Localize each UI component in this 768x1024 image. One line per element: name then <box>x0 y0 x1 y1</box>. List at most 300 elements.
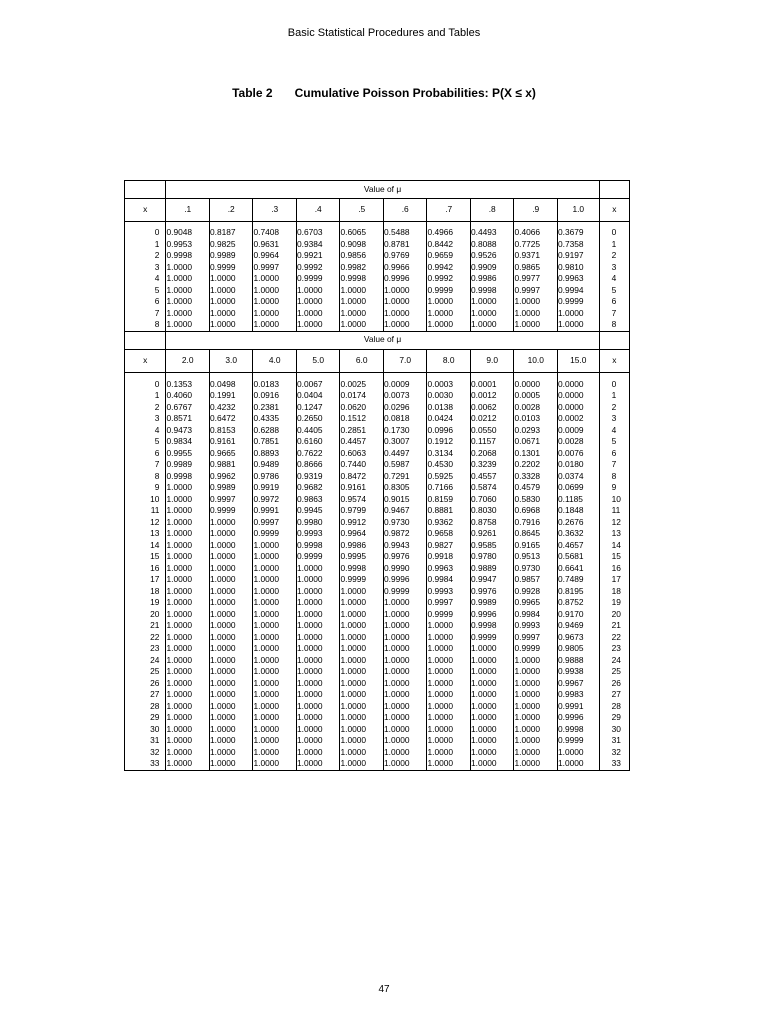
x-value: 32 <box>611 746 621 757</box>
probability-value: 1.0000 <box>296 562 323 573</box>
probability-value: 1.0000 <box>514 307 541 318</box>
mu-header-cell: 8.0 <box>427 349 471 372</box>
probability-value: 0.9261 <box>470 528 497 538</box>
probability-value: 1.0000 <box>209 585 236 596</box>
x-value: 1 <box>154 238 160 249</box>
probability-value: 0.4966 <box>427 227 454 237</box>
probability-value: 0.9810 <box>557 261 584 272</box>
probability-value: 1.0000 <box>209 597 236 607</box>
probability-value: 0.4335 <box>253 413 280 423</box>
probability-value: 1.0000 <box>166 284 193 295</box>
probability-value: 1.0000 <box>340 307 367 318</box>
probability-value: 0.9998 <box>296 539 323 550</box>
probability-value: 0.0916 <box>253 390 280 400</box>
probability-value: 1.0000 <box>383 307 410 318</box>
mu-header-cell: 1.0 <box>557 199 599 222</box>
probability-value: 1.0000 <box>340 643 367 653</box>
probability-value: 1.0000 <box>427 654 454 665</box>
probability-value: 1.0000 <box>209 528 236 538</box>
x-value: 8 <box>611 319 617 329</box>
probability-value: 1.0000 <box>340 296 367 306</box>
probability-value: 0.9993 <box>514 620 541 630</box>
probability-value: 1.0000 <box>209 700 236 711</box>
probability-value: 1.0000 <box>296 307 323 318</box>
x-value: 13 <box>611 528 621 538</box>
probability-value: 0.5681 <box>557 551 584 561</box>
probability-value: 1.0000 <box>383 712 410 722</box>
probability-value: 1.0000 <box>296 643 323 653</box>
probability-value: 0.6065 <box>340 227 367 237</box>
probability-value: 0.9994 <box>557 284 584 295</box>
probability-value: 0.0067 <box>296 378 323 389</box>
probability-column <box>253 372 297 770</box>
probability-value: 0.5987 <box>383 459 410 469</box>
x-value: 12 <box>150 516 160 527</box>
probability-value: 0.2676 <box>557 516 584 527</box>
probability-value: 0.8758 <box>470 516 497 527</box>
probability-value: 0.9999 <box>427 608 454 619</box>
x-value: 0 <box>611 378 617 389</box>
probability-value: 0.9991 <box>253 505 280 515</box>
x-value: 21 <box>611 620 621 630</box>
probability-value: 1.0000 <box>514 723 541 734</box>
probability-value: 1.0000 <box>470 758 497 768</box>
probability-value: 0.9989 <box>470 597 497 607</box>
probability-value: 1.0000 <box>514 746 541 757</box>
probability-value: 0.7166 <box>427 482 454 492</box>
probability-value: 0.9989 <box>166 459 193 469</box>
probability-value: 0.9999 <box>514 643 541 653</box>
probability-value: 1.0000 <box>427 689 454 699</box>
probability-value: 0.9953 <box>166 238 193 249</box>
x-value: 1 <box>154 390 160 400</box>
probability-value: 1.0000 <box>427 620 454 630</box>
x-value: 23 <box>150 643 160 653</box>
probability-value: 1.0000 <box>166 482 193 492</box>
probability-value: 1.0000 <box>427 746 454 757</box>
probability-value: 1.0000 <box>340 689 367 699</box>
mu-header-cell: .1 <box>166 199 210 222</box>
probability-value: 0.1157 <box>470 436 496 446</box>
probability-column <box>427 372 471 770</box>
probability-value: 1.0000 <box>253 597 280 607</box>
x-value: 6 <box>154 296 160 306</box>
probability-value: 1.0000 <box>557 746 584 757</box>
probability-value: 1.0000 <box>253 712 280 722</box>
probability-value: 0.9856 <box>340 250 367 260</box>
probability-value: 1.0000 <box>383 643 410 653</box>
corner-cell <box>125 181 166 199</box>
probability-value: 0.2650 <box>296 413 323 423</box>
probability-value: 1.0000 <box>253 574 280 584</box>
value-of-mu-label: Value of μ <box>166 181 599 199</box>
probability-value: 0.9881 <box>209 459 236 469</box>
probability-value: 0.6472 <box>209 413 236 423</box>
mu-header-cell: 7.0 <box>383 349 427 372</box>
x-value: 7 <box>611 307 617 318</box>
probability-value: 0.9989 <box>209 250 236 260</box>
probability-value: 1.0000 <box>427 712 454 722</box>
x-values-right <box>599 372 629 770</box>
probability-value: 1.0000 <box>383 746 410 757</box>
x-value: 5 <box>154 436 160 446</box>
probability-value: 0.0374 <box>557 470 584 481</box>
probability-value: 1.0000 <box>296 597 323 607</box>
probability-value: 1.0000 <box>340 723 367 734</box>
x-value: 1 <box>611 238 617 249</box>
probability-value: 0.9998 <box>166 470 193 481</box>
probability-value: 0.9998 <box>470 620 497 630</box>
probability-value: 1.0000 <box>296 700 323 711</box>
probability-value: 1.0000 <box>383 284 410 295</box>
probability-value: 1.0000 <box>557 319 584 329</box>
probability-value: 1.0000 <box>253 562 280 573</box>
probability-value: 1.0000 <box>427 723 454 734</box>
probability-value: 1.0000 <box>470 654 497 665</box>
x-value: 5 <box>611 436 617 446</box>
probability-value: 1.0000 <box>340 319 367 329</box>
x-value: 8 <box>154 470 160 481</box>
mu-header-cell: 5.0 <box>296 349 340 372</box>
x-value: 18 <box>611 585 621 596</box>
probability-value: 0.8666 <box>296 459 323 469</box>
probability-value: 0.0000 <box>557 378 584 389</box>
probability-value: 0.9999 <box>470 631 497 642</box>
probability-value: 0.0424 <box>427 413 454 423</box>
probability-value: 1.0000 <box>166 528 193 538</box>
probability-value: 0.9513 <box>514 551 541 561</box>
x-value: 21 <box>150 620 160 630</box>
probability-value: 0.4493 <box>470 227 497 237</box>
probability-value: 1.0000 <box>296 574 323 584</box>
probability-value: 1.0000 <box>383 620 410 630</box>
x-value: 17 <box>611 574 621 584</box>
probability-value: 0.0550 <box>470 424 497 435</box>
section1-values-row <box>125 222 630 332</box>
probability-value: 0.9999 <box>209 505 236 515</box>
probability-value: 0.9984 <box>514 608 541 619</box>
probability-value: 1.0000 <box>253 735 280 745</box>
probability-value: 1.0000 <box>253 319 280 329</box>
probability-value: 0.9996 <box>383 574 410 584</box>
probability-value: 1.0000 <box>470 296 497 306</box>
probability-value: 1.0000 <box>514 689 541 699</box>
probability-value: 1.0000 <box>166 516 193 527</box>
probability-value: 1.0000 <box>427 631 454 642</box>
probability-value: 1.0000 <box>340 620 367 630</box>
x-value: 19 <box>611 597 621 607</box>
x-value: 5 <box>154 284 160 295</box>
probability-value: 1.0000 <box>166 608 193 619</box>
probability-value: 1.0000 <box>340 284 367 295</box>
probability-value: 0.9469 <box>557 620 584 630</box>
probability-value: 1.0000 <box>383 666 410 676</box>
probability-column <box>253 222 297 332</box>
probability-value: 0.4530 <box>427 459 454 469</box>
x-value: 23 <box>611 643 621 653</box>
probability-value: 1.0000 <box>514 700 541 711</box>
probability-value: 0.9992 <box>296 261 323 272</box>
x-value: 20 <box>150 608 160 619</box>
probability-value: 0.9997 <box>514 284 541 295</box>
table-number: Table 2 <box>232 86 273 100</box>
probability-value: 0.9658 <box>427 528 454 538</box>
probability-value: 1.0000 <box>383 723 410 734</box>
probability-value: 0.9965 <box>514 597 541 607</box>
probability-column <box>557 222 599 332</box>
probability-value: 1.0000 <box>253 758 280 768</box>
x-value: 2 <box>154 401 160 412</box>
probability-value: 1.0000 <box>427 307 454 318</box>
probability-value: 1.0000 <box>253 284 280 295</box>
probability-value: 0.2851 <box>340 424 367 435</box>
x-value: 31 <box>150 735 160 745</box>
probability-value: 0.7725 <box>514 238 541 249</box>
probability-value: 1.0000 <box>427 677 454 688</box>
probability-value: 1.0000 <box>470 746 497 757</box>
probability-value: 0.8472 <box>340 470 367 481</box>
probability-value: 1.0000 <box>296 296 323 306</box>
probability-value: 0.4457 <box>340 436 367 446</box>
probability-value: 0.9976 <box>470 585 497 596</box>
probability-value: 0.1991 <box>209 390 236 400</box>
probability-value: 0.3328 <box>514 470 541 481</box>
probability-value: 0.9976 <box>383 551 410 561</box>
probability-value: 0.9998 <box>557 723 584 734</box>
probability-value: 1.0000 <box>470 700 497 711</box>
probability-column <box>514 372 558 770</box>
probability-value: 1.0000 <box>253 585 280 596</box>
x-value: 7 <box>154 459 160 469</box>
x-value: 20 <box>611 608 621 619</box>
probability-value: 1.0000 <box>166 296 193 306</box>
probability-value: 1.0000 <box>340 585 367 596</box>
probability-value: 0.9197 <box>557 250 584 260</box>
probability-value: 0.0620 <box>340 401 367 412</box>
probability-value: 1.0000 <box>340 700 367 711</box>
probability-column <box>427 222 471 332</box>
probability-value: 1.0000 <box>209 758 236 768</box>
probability-value: 0.9997 <box>253 516 280 527</box>
probability-value: 0.8571 <box>166 413 193 423</box>
probability-value: 1.0000 <box>166 735 193 745</box>
probability-value: 0.8030 <box>470 505 497 515</box>
probability-value: 0.6160 <box>296 436 323 446</box>
probability-value: 0.9955 <box>166 447 193 458</box>
probability-value: 0.0009 <box>383 378 410 389</box>
probability-value: 1.0000 <box>253 551 280 561</box>
corner-cell <box>125 331 166 349</box>
section2-value-of-row <box>125 331 630 349</box>
probability-value: 0.9371 <box>514 250 541 260</box>
probability-value: 0.9999 <box>296 273 323 283</box>
probability-value: 1.0000 <box>514 654 541 665</box>
probability-value: 0.3007 <box>383 436 410 446</box>
probability-value: 1.0000 <box>166 631 193 642</box>
probability-value: 0.7440 <box>340 459 367 469</box>
probability-value: 0.9992 <box>427 273 454 283</box>
probability-value: 1.0000 <box>296 620 323 630</box>
probability-value: 0.9827 <box>427 539 454 550</box>
probability-value: 0.9999 <box>557 296 584 306</box>
probability-value: 0.2381 <box>253 401 280 412</box>
probability-value: 0.6063 <box>340 447 367 458</box>
probability-value: 1.0000 <box>427 296 454 306</box>
probability-value: 0.0009 <box>557 424 584 435</box>
probability-value: 0.0103 <box>514 413 541 423</box>
x-value: 26 <box>611 677 621 688</box>
probability-value: 1.0000 <box>253 643 280 653</box>
probability-value: 0.0002 <box>557 413 584 423</box>
probability-value: 0.9986 <box>340 539 367 550</box>
probability-value: 1.0000 <box>209 689 236 699</box>
x-value: 4 <box>611 273 617 283</box>
probability-value: 1.0000 <box>340 608 367 619</box>
x-value: 6 <box>154 447 160 458</box>
probability-value: 0.9799 <box>340 505 367 515</box>
probability-value: 1.0000 <box>383 608 410 619</box>
probability-value: 0.7060 <box>470 493 497 504</box>
probability-value: 0.1301 <box>514 447 541 458</box>
probability-value: 1.0000 <box>209 574 236 584</box>
probability-value: 1.0000 <box>209 539 236 550</box>
probability-value: 1.0000 <box>166 574 193 584</box>
probability-value: 1.0000 <box>514 666 541 676</box>
probability-value: 0.9967 <box>557 677 584 688</box>
probability-value: 0.9574 <box>340 493 367 504</box>
running-header: Basic Statistical Procedures and Tables <box>287 27 481 39</box>
probability-value: 1.0000 <box>253 608 280 619</box>
x-value: 15 <box>150 551 160 561</box>
x-value: 30 <box>150 723 160 734</box>
probability-value: 0.0000 <box>557 401 584 412</box>
mu-header-cell: .8 <box>470 199 514 222</box>
probability-value: 1.0000 <box>166 551 193 561</box>
probability-value: 0.7291 <box>383 470 410 481</box>
probability-value: 1.0000 <box>166 505 193 515</box>
probability-value: 0.9999 <box>340 574 367 584</box>
probability-value: 1.0000 <box>383 735 410 745</box>
probability-value: 1.0000 <box>296 758 323 768</box>
x-values-left <box>125 372 166 770</box>
probability-value: 1.0000 <box>253 723 280 734</box>
probability-value: 0.9996 <box>383 273 410 283</box>
probability-value: 1.0000 <box>166 585 193 596</box>
probability-value: 1.0000 <box>253 539 280 550</box>
probability-value: 0.6288 <box>253 424 280 435</box>
probability-column <box>296 222 340 332</box>
probability-value: 0.0138 <box>427 401 454 412</box>
probability-value: 1.0000 <box>383 296 410 306</box>
probability-value: 0.9673 <box>557 631 584 642</box>
probability-value: 0.1512 <box>340 413 367 423</box>
probability-value: 0.9964 <box>253 250 280 260</box>
section1-mu-header-row <box>125 199 630 222</box>
probability-value: 0.1730 <box>383 424 410 435</box>
probability-value: 1.0000 <box>209 284 236 295</box>
probability-value: 1.0000 <box>470 712 497 722</box>
probability-value: 0.0996 <box>427 424 454 435</box>
probability-value: 1.0000 <box>383 597 410 607</box>
probability-value: 0.9991 <box>557 700 584 711</box>
probability-value: 0.9780 <box>470 551 497 561</box>
probability-value: 0.0183 <box>253 378 280 389</box>
x-value: 22 <box>611 631 621 642</box>
probability-value: 0.0062 <box>470 401 497 412</box>
mu-header-cell: 15.0 <box>557 349 599 372</box>
probability-value: 1.0000 <box>166 643 193 653</box>
probability-value: 0.0293 <box>514 424 541 435</box>
x-value: 33 <box>611 758 621 768</box>
probability-value: 1.0000 <box>470 677 497 688</box>
probability-value: 0.9997 <box>209 493 236 504</box>
x-value: 32 <box>150 746 160 757</box>
mu-header-cell: .3 <box>253 199 297 222</box>
probability-value: 1.0000 <box>209 746 236 757</box>
probability-value: 1.0000 <box>166 261 193 272</box>
x-value: 11 <box>611 505 621 515</box>
probability-value: 0.9966 <box>383 261 410 272</box>
probability-value: 1.0000 <box>383 700 410 711</box>
probability-value: 1.0000 <box>340 654 367 665</box>
probability-value: 0.0001 <box>470 378 497 389</box>
probability-value: 1.0000 <box>209 307 236 318</box>
probability-value: 0.9999 <box>253 528 280 538</box>
probability-value: 0.9963 <box>427 562 454 573</box>
probability-value: 1.0000 <box>340 631 367 642</box>
probability-value: 0.0073 <box>383 390 410 400</box>
section2-values-row <box>125 372 630 770</box>
probability-value: 1.0000 <box>253 700 280 711</box>
probability-value: 1.0000 <box>514 735 541 745</box>
probability-value: 1.0000 <box>253 689 280 699</box>
probability-value: 0.9384 <box>296 238 323 249</box>
probability-value: 0.9857 <box>514 574 541 584</box>
probability-value: 1.0000 <box>166 723 193 734</box>
probability-value: 0.9989 <box>209 482 236 492</box>
mu-header-cell: 4.0 <box>253 349 297 372</box>
probability-value: 0.9865 <box>514 261 541 272</box>
probability-value: 0.9769 <box>383 250 410 260</box>
probability-value: 1.0000 <box>296 284 323 295</box>
x-value: 29 <box>150 712 160 722</box>
probability-value: 0.9972 <box>253 493 280 504</box>
probability-value: 1.0000 <box>514 296 541 306</box>
probability-value: 0.9165 <box>514 539 541 550</box>
x-value: 8 <box>154 319 160 329</box>
probability-column <box>557 372 599 770</box>
probability-value: 0.9921 <box>296 250 323 260</box>
probability-value: 0.9467 <box>383 505 410 515</box>
probability-value: 0.9473 <box>166 424 193 435</box>
probability-column <box>166 222 210 332</box>
x-value: 25 <box>611 666 621 676</box>
mu-header-cell: .5 <box>340 199 384 222</box>
probability-value: 0.9997 <box>427 597 454 607</box>
probability-value: 0.9928 <box>514 585 541 596</box>
probability-value: 1.0000 <box>253 296 280 306</box>
probability-value: 0.9993 <box>296 528 323 538</box>
x-value: 2 <box>611 250 617 260</box>
probability-value: 0.3239 <box>470 459 497 469</box>
probability-value: 0.0005 <box>514 390 541 400</box>
probability-value: 0.8153 <box>209 424 236 435</box>
x-value: 12 <box>611 516 621 527</box>
probability-value: 0.9919 <box>253 482 280 492</box>
probability-value: 0.9999 <box>209 261 236 272</box>
probability-value: 0.0025 <box>340 378 367 389</box>
probability-value: 0.7408 <box>253 227 280 237</box>
